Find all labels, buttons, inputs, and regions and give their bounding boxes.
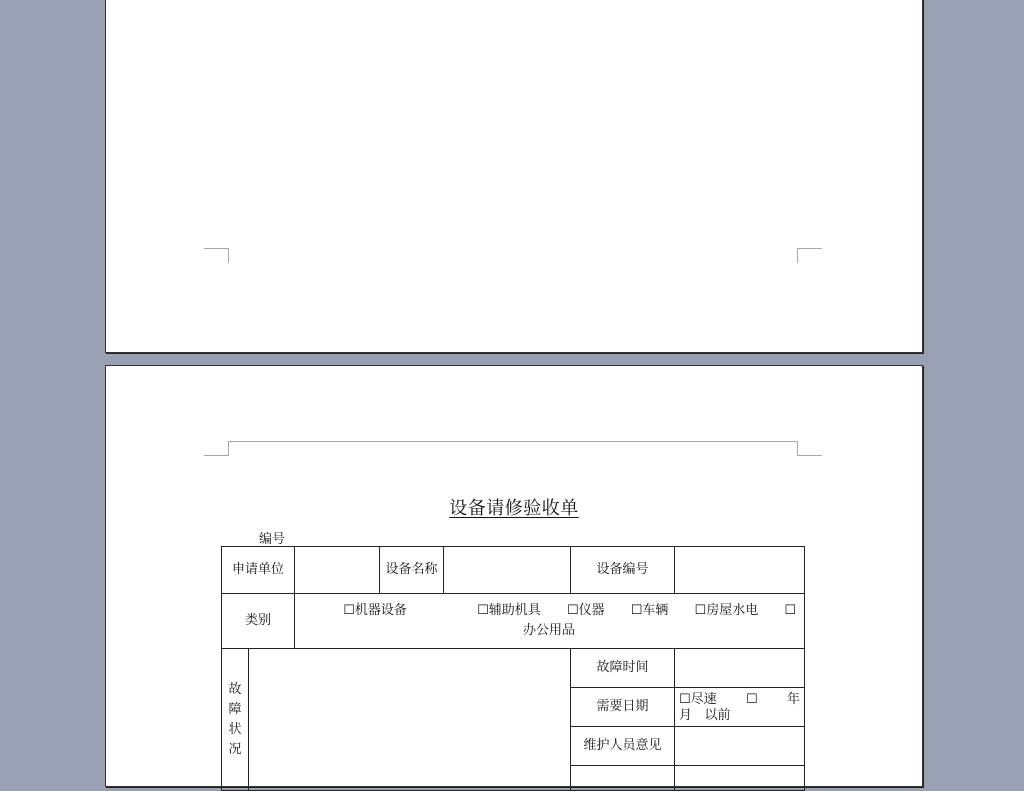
category-option-aux-tools[interactable]: ☐辅助机具	[477, 603, 541, 618]
need-date-asap-option[interactable]: ☐尽速	[679, 692, 717, 707]
need-date-specific-option[interactable]: ☐	[746, 692, 758, 707]
need-date-label: 需要日期	[571, 688, 675, 727]
margin-corner-top-right	[797, 441, 822, 456]
continued-cell	[571, 766, 675, 791]
need-date-field[interactable]	[675, 688, 805, 727]
category-option-machine[interactable]: ☐机器设备	[343, 603, 407, 618]
form-row-applicant	[222, 547, 805, 594]
category-label: 类别	[222, 594, 295, 649]
form-row-category	[222, 594, 805, 649]
applicant-unit-label: 申请单位	[222, 547, 295, 594]
need-date-month-label: 月	[679, 708, 693, 723]
continued-cell	[675, 766, 805, 791]
form-row-fault-time	[222, 649, 805, 688]
device-name-label: 设备名称	[380, 547, 444, 594]
serial-number-label: 编号	[259, 532, 286, 547]
category-option-building-utilities[interactable]: ☐房屋水电	[694, 603, 759, 618]
category-options	[295, 594, 805, 649]
maintenance-opinion-field[interactable]	[675, 727, 805, 766]
category-option-office-supplies: 办公用品	[523, 623, 576, 638]
fault-time-label: 故障时间	[571, 649, 675, 688]
form-title: 设备请修验收单	[449, 498, 579, 519]
need-date-before-label: 以前	[704, 708, 731, 723]
fault-time-field[interactable]	[675, 649, 805, 688]
maintenance-opinion-label: 维护人员意见	[571, 727, 675, 766]
device-number-label: 设备编号	[571, 547, 675, 594]
margin-corner-bottom-right	[797, 248, 822, 263]
margin-corner-bottom-left	[204, 248, 229, 263]
applicant-unit-field[interactable]	[295, 547, 380, 594]
repair-request-form-table	[221, 546, 805, 791]
fault-description-field[interactable]	[249, 649, 571, 791]
margin-corner-top-left	[204, 441, 229, 456]
need-date-year-label: 年	[787, 692, 801, 707]
category-option-instrument[interactable]: ☐仪器	[566, 603, 605, 618]
fault-status-label: 故 障 状 况	[222, 649, 249, 791]
category-option-office-checkbox[interactable]: ☐	[784, 603, 796, 618]
document-page-2	[105, 365, 923, 787]
device-number-field[interactable]	[675, 547, 805, 594]
header-margin-line	[228, 441, 798, 442]
document-page-1	[105, 0, 923, 353]
category-option-vehicle[interactable]: ☐车辆	[630, 603, 669, 618]
device-name-field[interactable]	[444, 547, 571, 594]
